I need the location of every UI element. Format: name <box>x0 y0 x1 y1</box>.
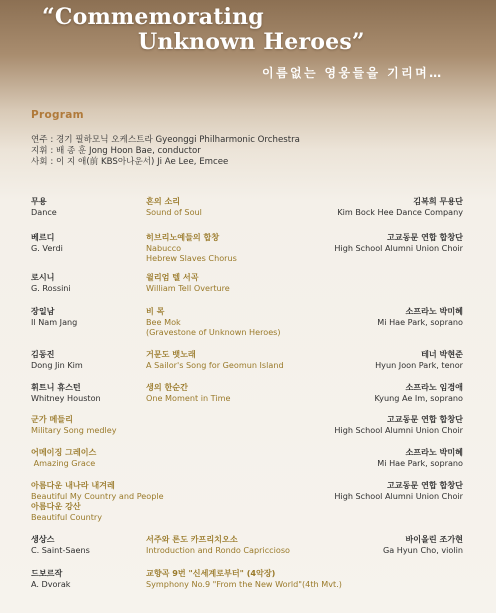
performer-cell <box>334 232 463 253</box>
performer-ko: 소프라노 박미혜 <box>405 306 463 316</box>
title-en-2: Hebrew Slaves Chorus <box>146 253 237 263</box>
title-ko: 교향곡 9번 "신세계로부터" (4악장) <box>146 568 276 578</box>
title-en: Symphony No.9 "From the New World"(4th Mvt.) <box>146 578 342 589</box>
performer-cell <box>383 534 463 555</box>
title-en: Bee Mok <box>146 316 181 327</box>
composer-ko: 어메이징 그레이스 <box>31 447 97 457</box>
performer-ko: 김복희 무용단 <box>413 196 463 206</box>
title-cell <box>146 306 281 338</box>
performer-en: Mi Hae Park, soprano <box>377 457 463 468</box>
composer-ko: 생상스 <box>31 534 55 544</box>
composer-ko: 아름다운 내나라 내겨레 <box>31 480 115 490</box>
composer-en: Military Song medley <box>31 424 117 435</box>
title-ko: 거문도 뱃노래 <box>146 349 196 359</box>
title-cell <box>146 534 290 555</box>
performer-en: Ga Hyun Cho, violin <box>382 544 463 555</box>
performer-en: High School Alumni Union Choir <box>334 242 463 253</box>
header-banner <box>0 0 496 95</box>
title-en: Nabucco <box>146 242 182 253</box>
composer-en: G. Rossini <box>31 282 71 293</box>
performer-ko: 소프라노 박미혜 <box>405 447 463 457</box>
performer-ko: 소프라노 임경애 <box>405 382 463 392</box>
composer-en: Il Nam Jang <box>31 316 78 327</box>
title-line-1: “Commemorating <box>42 4 264 30</box>
performer-cell <box>334 414 463 435</box>
title-en-2: (Gravestone of Unknown Heroes) <box>146 327 281 337</box>
performer-en: Mi Hae Park, soprano <box>377 316 463 327</box>
composer-en: Beautiful My Country and People <box>31 490 164 501</box>
performer-cell <box>377 447 463 468</box>
conductor-credit: 지휘 : 배 종 훈 Jong Hoon Bae, conductor <box>31 146 201 156</box>
composer-ko: 무용 <box>31 196 47 206</box>
composer-en: Dance <box>31 206 57 217</box>
composer-cell <box>31 272 71 293</box>
composer-en: A. Dvorak <box>31 578 71 589</box>
composer-ko: 군가 메들리 <box>31 414 73 424</box>
performer-en: Kim Bock Hee Dance Company <box>337 206 463 217</box>
composer-cell <box>31 232 63 253</box>
performer-cell <box>337 196 463 217</box>
composer-en: C. Saint-Saens <box>31 544 90 555</box>
title-cell <box>146 196 202 217</box>
composer-cell <box>31 568 71 589</box>
performer-cell <box>374 382 463 403</box>
composer-ko: 휘트니 휴스턴 <box>31 382 81 392</box>
title-en: Introduction and Rondo Capriccioso <box>146 544 290 555</box>
composer-ko: 드보르작 <box>31 568 63 578</box>
title-en: One Moment in Time <box>146 392 231 403</box>
composer-cell <box>31 480 164 522</box>
title-en: Sound of Soul <box>146 206 202 217</box>
performer-cell <box>377 306 463 327</box>
composer-en: Amazing Grace <box>31 457 96 468</box>
title-cell <box>146 272 230 293</box>
title-cell <box>146 382 231 403</box>
title-cell <box>146 349 284 370</box>
composer-cell <box>31 306 77 327</box>
composer-en: G. Verdi <box>31 242 63 253</box>
composer-cell <box>31 534 90 555</box>
performer-credits <box>31 135 300 168</box>
performer-ko: 고교동문 연합 합창단 <box>386 480 463 490</box>
performer-ko: 고교동문 연합 합창단 <box>386 414 463 424</box>
composer-cell <box>31 447 96 468</box>
performer-ko: 테너 박현준 <box>421 349 463 359</box>
performer-ko: 바이올린 조가현 <box>405 534 463 544</box>
title-en: William Tell Overture <box>146 282 230 293</box>
title-line-2: Unknown Heroes” <box>138 29 365 55</box>
performer-ko: 고교동문 연합 합창단 <box>386 232 463 242</box>
composer-en-2: Beautiful Country <box>31 511 102 522</box>
composer-ko: 장일남 <box>31 306 55 316</box>
composer-ko-2: 아름다운 강산 <box>31 501 81 511</box>
performer-cell <box>375 349 463 370</box>
composer-cell <box>31 382 101 403</box>
performer-en: High School Alumni Union Choir <box>334 424 463 435</box>
composer-en: Whitney Houston <box>31 392 101 403</box>
title-ko: 윌리엄 텔 서곡 <box>146 272 199 282</box>
composer-en: Dong Jin Kim <box>31 359 83 370</box>
orchestra-credit: 연주 : 경기 필하모닉 오케스트라 Gyeonggi Philharmonic Orchestra <box>31 135 300 145</box>
title-cell <box>146 568 342 589</box>
program-heading: Program <box>31 109 84 121</box>
title-ko: 생의 한순간 <box>146 382 188 392</box>
composer-ko: 로시니 <box>31 272 55 282</box>
composer-cell <box>31 349 83 370</box>
title-ko: 서주와 론도 카프리치오소 <box>146 534 238 544</box>
composer-ko: 베르디 <box>31 232 55 242</box>
performer-cell <box>334 480 463 501</box>
performer-en: High School Alumni Union Choir <box>334 490 463 501</box>
composer-cell <box>31 414 117 435</box>
title-ko: 히브리노예들의 합창 <box>146 232 220 242</box>
korean-subtitle: 이름없는 영웅들을 기리며… <box>262 66 444 80</box>
composer-cell <box>31 196 57 217</box>
emcee-credit: 사회 : 이 지 애(前 KBS아나운서) Ji Ae Lee, Emcee <box>31 157 229 167</box>
title-ko: 혼의 소리 <box>146 196 181 206</box>
performer-en: Kyung Ae Im, soprano <box>374 392 463 403</box>
title-cell <box>146 232 237 264</box>
performer-en: Hyun Joon Park, tenor <box>375 359 463 370</box>
composer-ko: 김동진 <box>31 349 55 359</box>
title-en: A Sailor's Song for Geomun Island <box>146 359 284 370</box>
title-ko: 비 목 <box>146 306 165 316</box>
